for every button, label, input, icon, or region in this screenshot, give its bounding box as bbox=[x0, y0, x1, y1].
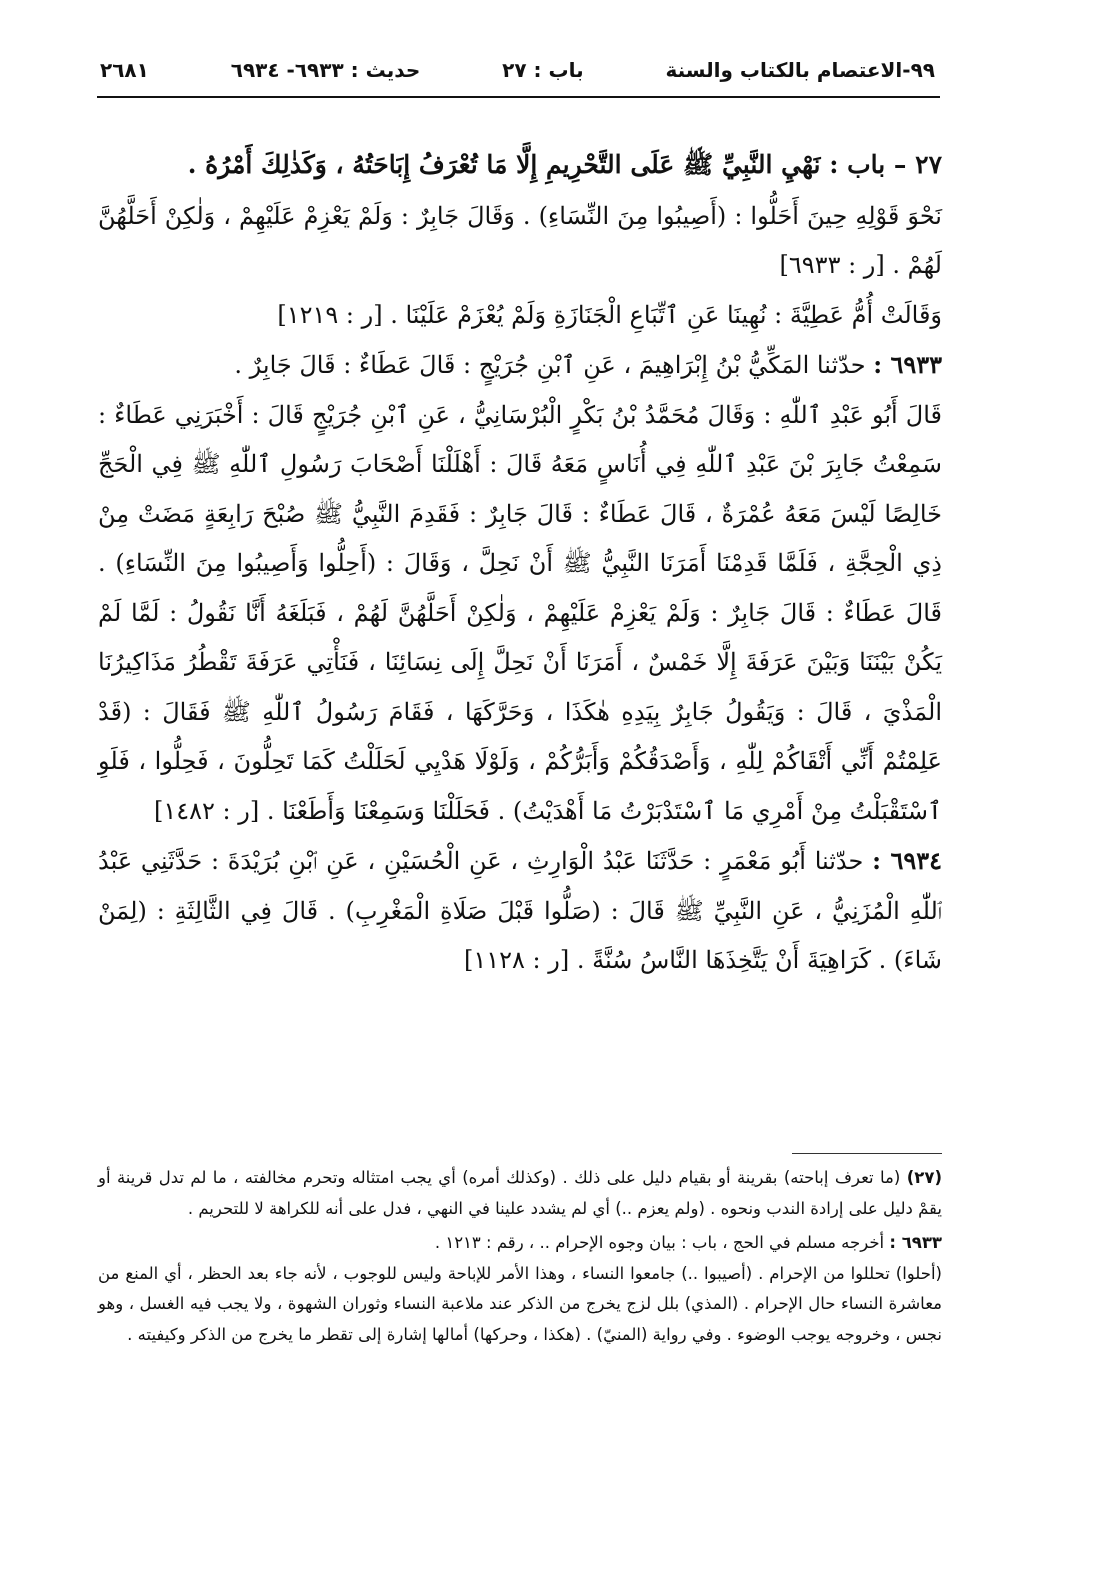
main-text bbox=[98, 140, 942, 986]
footnote-27-text: (ما تعرف إباحته) بقرينة أو بقيام دليل على ذلك . (وكذلك أمره) أي يجب امتثاله وتحرم مخالفته ، ما لم تدل قرينة أو يقمْ دليل على إرادة الندب ونحوه . (ولم يعزم ..) أي لم يشدد علينا في النهي ، فدل على أنه للكراهة لا للتحريم . bbox=[98, 1168, 942, 1218]
umm-atiyya-paragraph bbox=[98, 291, 942, 341]
footnote-6933-source-text: أخرجه مسلم في الحج ، باب : بيان وجوه الإحرام .. ، رقم : ١٢١٣ . bbox=[434, 1233, 885, 1252]
hadith-6934-reference: [ر : ١١٢٨] bbox=[463, 946, 570, 974]
hadith-6933-number: ٦٩٣٣ : bbox=[873, 350, 942, 379]
footnotes bbox=[98, 1163, 942, 1350]
chapter-heading-title: نَهْيِ النَّبِيِّ ﷺ عَلَى التَّحْرِيمِ إِلَّا مَا تُعْرَفُ إِبَاحَتُهُ ، وَكَذٰلِكَ أَمْرُهُ . bbox=[187, 150, 821, 179]
intro-paragraph bbox=[98, 192, 942, 291]
footnote-27-number: (٢٧) bbox=[906, 1168, 942, 1187]
hadith-6934-number: ٦٩٣٤ : bbox=[872, 846, 942, 875]
hadith-6933-isnad: حدّثنا المَكِّيُّ بْنُ إِبْرَاهِيمَ ، عَنِ ٱبْنِ جُرَيْجٍ : قَالَ عَطَاءٌ : قَالَ جَابِرٌ . bbox=[234, 351, 866, 379]
intro-reference: [ر : ٦٩٣٣] bbox=[779, 251, 885, 279]
footnote-6933-commentary: (أحلوا) تحللوا من الإحرام . (أصيبوا ..) جامعوا النساء ، وهذا الأمر للإباحة وليس للوجوب ، لأنه جاء بعد الحظر ، أي المنع من معاشرة النساء حال الإحرام . (المذي) بلل لزج يخرج من الذكر عند ملاعبة النساء وثوران الشهوة ، ولا يجب فيه الغسل ، وهو نجس ، وخروجه يوجب الوضوء . وفي رواية (المنيّ) . (هكذا ، وحركها) أمالها إشارة إلى تقطر ما يخرج من الذكر وكيفيته . bbox=[98, 1263, 942, 1344]
umm-atiyya-text: وَقَالَتْ أُمُّ عَطِيَّةَ : نُهِينَا عَنِ ٱتِّبَاعِ الْجَنَازَةِ وَلَمْ يُعْزَمْ عَلَيْنَا . bbox=[390, 300, 942, 329]
footnote-6933-number: ٦٩٣٣ : bbox=[889, 1233, 942, 1252]
hadith-range: حديث : ٦٩٣٣- ٦٩٣٤ bbox=[230, 58, 421, 82]
header-divider bbox=[97, 96, 940, 98]
hadith-6933-matn: قَالَ أَبُو عَبْدِ ٱللّٰهِ : وَقَالَ مُحَمَّدُ بْنُ بَكْرٍ الْبُرْسَانِيُّ ، عَنِ ٱبْنِ جُرَيْجٍ قَالَ : أَخْبَرَنِي عَطَاءٌ : سَمِعْتُ جَابِرَ بْنَ عَبْدِ ٱللّٰهِ فِي أُنَاسٍ مَعَهُ قَالَ : أَهْلَلْنَا أَصْحَابَ رَسُولِ ٱللّٰهِ ﷺ فِي الْحَجِّ خَالِصًا لَيْسَ مَعَهُ عُمْرَةٌ ، قَالَ عَطَاءٌ : قَالَ جَابِرٌ : فَقَدِمَ النَّبِيُّ ﷺ صُبْحَ رَابِعَةٍ مَضَتْ مِنْ ذِي الْحِجَّةِ ، فَلَمَّا قَدِمْنَا أَمَرَنَا النَّبِيُّ ﷺ أَنْ نَحِلَّ ، وَقَالَ : (أَحِلُّوا وَأَصِيبُوا مِنَ النِّسَاءِ) . قَالَ عَطَاءٌ : قَالَ جَابِرٌ : وَلَمْ يَعْزِمْ عَلَيْهِمْ ، وَلٰكِنْ أَحَلَّهُنَّ لَهُمْ ، فَبَلَغَهُ أَنَّا نَقُولُ : لَمَّا لَمْ يَكُنْ بَيْنَنَا وَبَيْنَ عَرَفَةَ إِلَّا خَمْسٌ ، أَمَرَنَا أَنْ نَحِلَّ إِلَى نِسَائِنَا ، فَنَأْتِي عَرَفَةَ تَقْطُرُ مَذَاكِيرُنَا الْمَذْيَ ، قَالَ : وَيَقُولُ جَابِرٌ بِيَدِهِ هٰكَذَا ، وَحَرَّكَهَا ، فَقَامَ رَسُولُ ٱللّٰهِ ﷺ فَقَالَ : (قَدْ عَلِمْتُمْ أَنِّي أَتْقَاكُمْ لِلّٰهِ ، وَأَصْدَقُكُمْ وَأَبَرُّكُمْ ، وَلَوْلَا هَدْيِي لَحَلَلْتُ كَمَا تَحِلُّونَ ، فَحِلُّوا ، فَلَوِ ٱسْتَقْبَلْتُ مِنْ أَمْرِي مَا ٱسْتَدْبَرْتُ مَا أَهْدَيْتُ) . فَحَلَلْنَا وَسَمِعْنَا وَأَطَعْنَا . bbox=[98, 400, 942, 825]
footnote-27 bbox=[98, 1163, 942, 1224]
chapter-title: ٩٩-الاعتصام بالكتاب والسنة bbox=[665, 58, 935, 82]
chapter-heading-number: ٢٧ – باب : bbox=[829, 150, 942, 179]
umm-atiyya-reference: [ر : ١٢١٩] bbox=[277, 300, 383, 329]
footnote-divider bbox=[792, 1153, 942, 1154]
hadith-6933-reference: [ر : ١٤٨٢] bbox=[153, 796, 260, 825]
bab-number: باب : ٢٧ bbox=[502, 58, 584, 82]
running-header bbox=[100, 50, 935, 90]
intro-text: نَحْوَ قَوْلِهِ حِينَ أَحَلُّوا : (أَصِيبُوا مِنَ النِّسَاءِ) . وَقَالَ جَابِرٌ : وَلَمْ يَعْزِمْ عَلَيْهِمْ ، وَلٰكِنْ أَحَلَّهُنَّ لَهُمْ . bbox=[98, 201, 942, 279]
hadith-6933-matn-paragraph bbox=[98, 391, 942, 837]
page-number: ٢٦٨١ bbox=[100, 58, 149, 82]
footnote-6933-source bbox=[98, 1228, 942, 1259]
hadith-6934-text: حدّثنا أَبُو مَعْمَرٍ : حَدَّثَنَا عَبْدُ الْوَارِثِ ، عَنِ الْحُسَيْنِ ، عَنِ ٱبْنِ بُرَيْدَةَ : حَدَّثَنِي عَبْدُ ٱللّٰهِ الْمُزَنِيُّ ، عَنِ النَّبِيِّ ﷺ قَالَ : (صَلُّوا قَبْلَ صَلَاةِ الْمَغْرِبِ) . قَالَ فِي الثَّالِثَةِ : (لِمَنْ شَاءَ) . كَرَاهِيَةَ أَنْ يَتَّخِذَهَا النَّاسُ سُنَّةً . bbox=[98, 847, 942, 974]
hadith-6933-isnad-paragraph bbox=[98, 340, 942, 391]
hadith-6934-paragraph bbox=[98, 836, 942, 986]
chapter-heading bbox=[98, 140, 942, 190]
